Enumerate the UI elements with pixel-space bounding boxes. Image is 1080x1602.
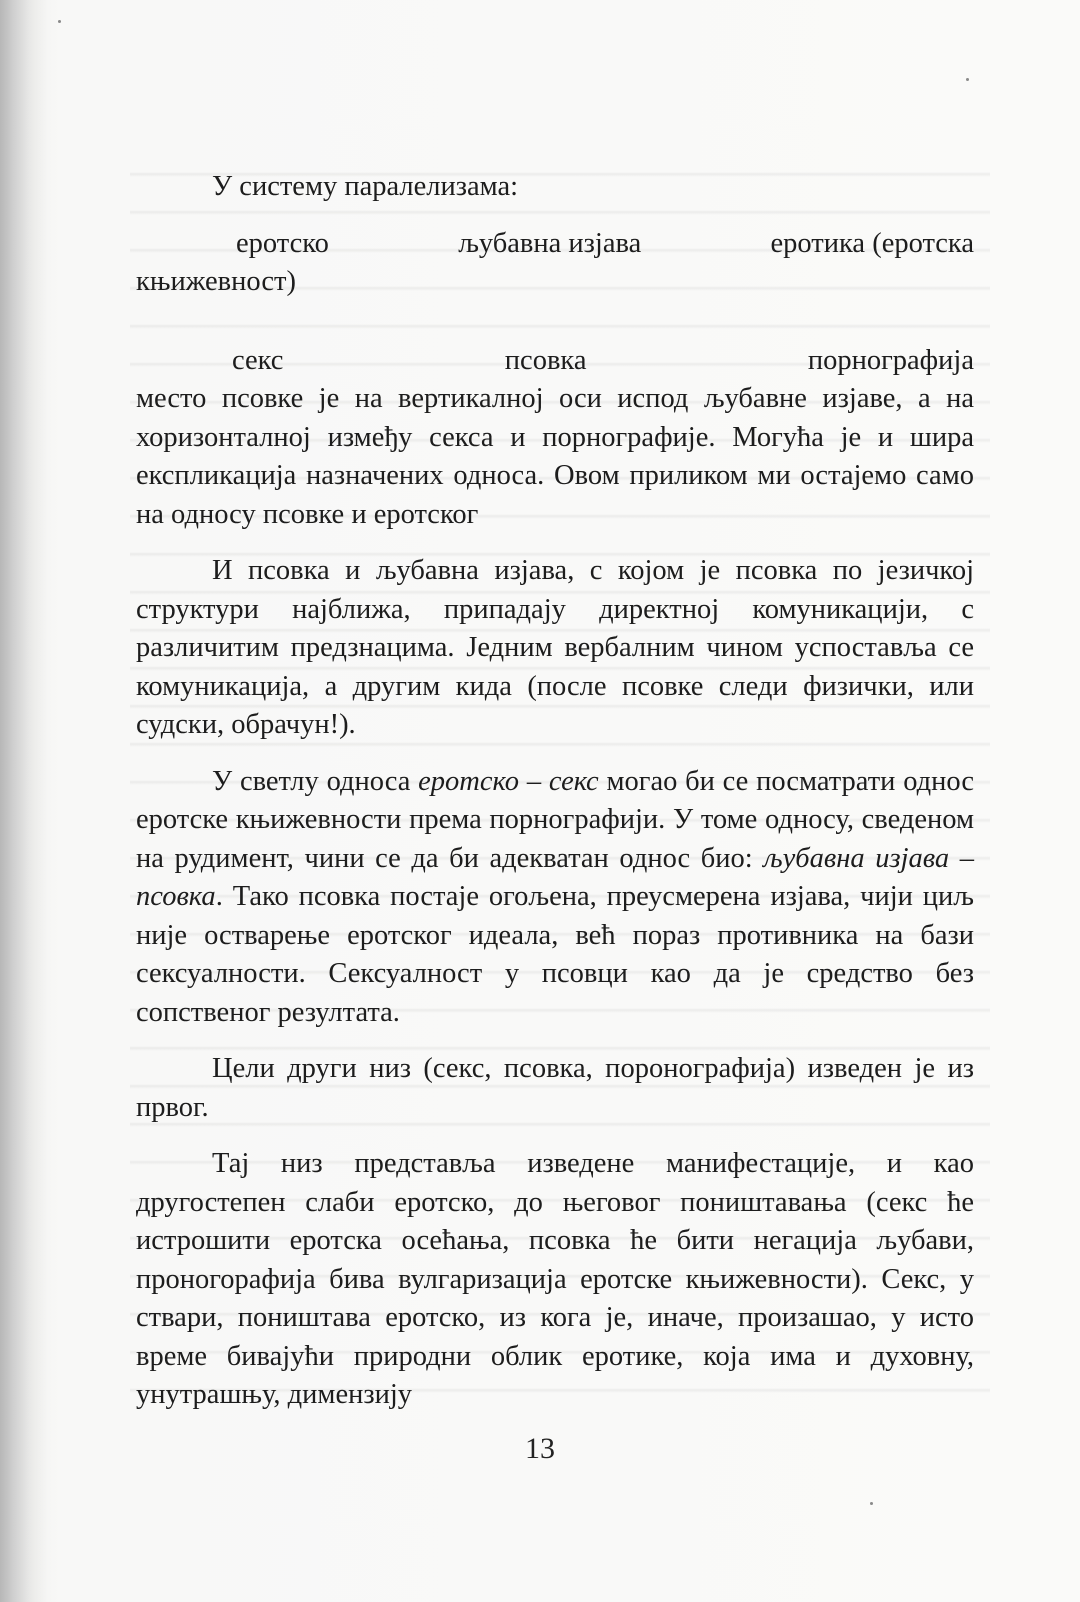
scan-speck [966,78,969,81]
text-run: . Тако псовка постаје огољена, преусмерена изјава, чији циљ није остварење еротског идеала, већ пораз противника на бази сексуалности. Сексуалност у псовци као да је средство без сопственог резултата. [136,881,974,1028]
body-text [136,168,974,1433]
scheme-term-continuation: књижевност) [136,266,296,297]
page-number: 13 [525,1432,555,1465]
paragraph: место псовке је на вертикалној оси испод љубавне изјаве, а на хоризонталној између секса и порнографије. Могућа је и шира експликација назначених односа. Овом приликом ми остајемо само на односу псовке и еротског [136,383,974,530]
scheme-term: порнографија [807,344,974,376]
scan-speck [870,1502,873,1505]
scheme-term: љубавна изјава [458,227,642,259]
scan-speck [58,20,61,23]
scheme-row-erotic [136,225,974,302]
text-run: У светлу односа [212,765,419,797]
paragraph-intro: У систему паралелизама: [212,171,519,202]
text-run: могао би се посматрати однос еротске књижевности према порнографији. У томе односу, сведеном на рудимент, чини се да би адекватан однос био: [136,765,974,874]
scheme-term: еротско [236,227,329,259]
scheme-row-sex [136,342,974,381]
paragraph: Тај низ представља изведене манифестације, и као другостепен слаби еротско, до његовог поништавања (секс ће истрошити еротска осећања, псовка ће бити негација љубави, проногорафија бива вулгаризација еротске књижевности). Секс, у ствари, поништава еротско, из кога је, иначе, произашао, у исто време бивајући природни облик еротике, која има и духовну, унутрашњу, димензију [136,1148,974,1410]
italic-term: љубавна изјава – псовка [136,842,974,912]
paragraph: Цели други низ (секс, псовка, порoнографија) изведен је из првог. [136,1053,974,1123]
binding-gutter-shadow [0,0,48,1602]
scheme-term: секс [232,344,284,376]
italic-term: еротско – секс [418,765,599,797]
scheme-term: псовка [504,344,587,376]
scheme-term: еротика (еротска [770,227,974,259]
paragraph-with-italics [136,763,974,1033]
paragraph: И псовка и љубавна изјава, с којом је псовка по језичкој структури најближа, припадају директној комуникацији, с различитим предзнацима. Једним вербалним чином успоставља се комуникација, а другим кида (после псовке следи физички, или судски, обрачун!). [136,555,974,740]
